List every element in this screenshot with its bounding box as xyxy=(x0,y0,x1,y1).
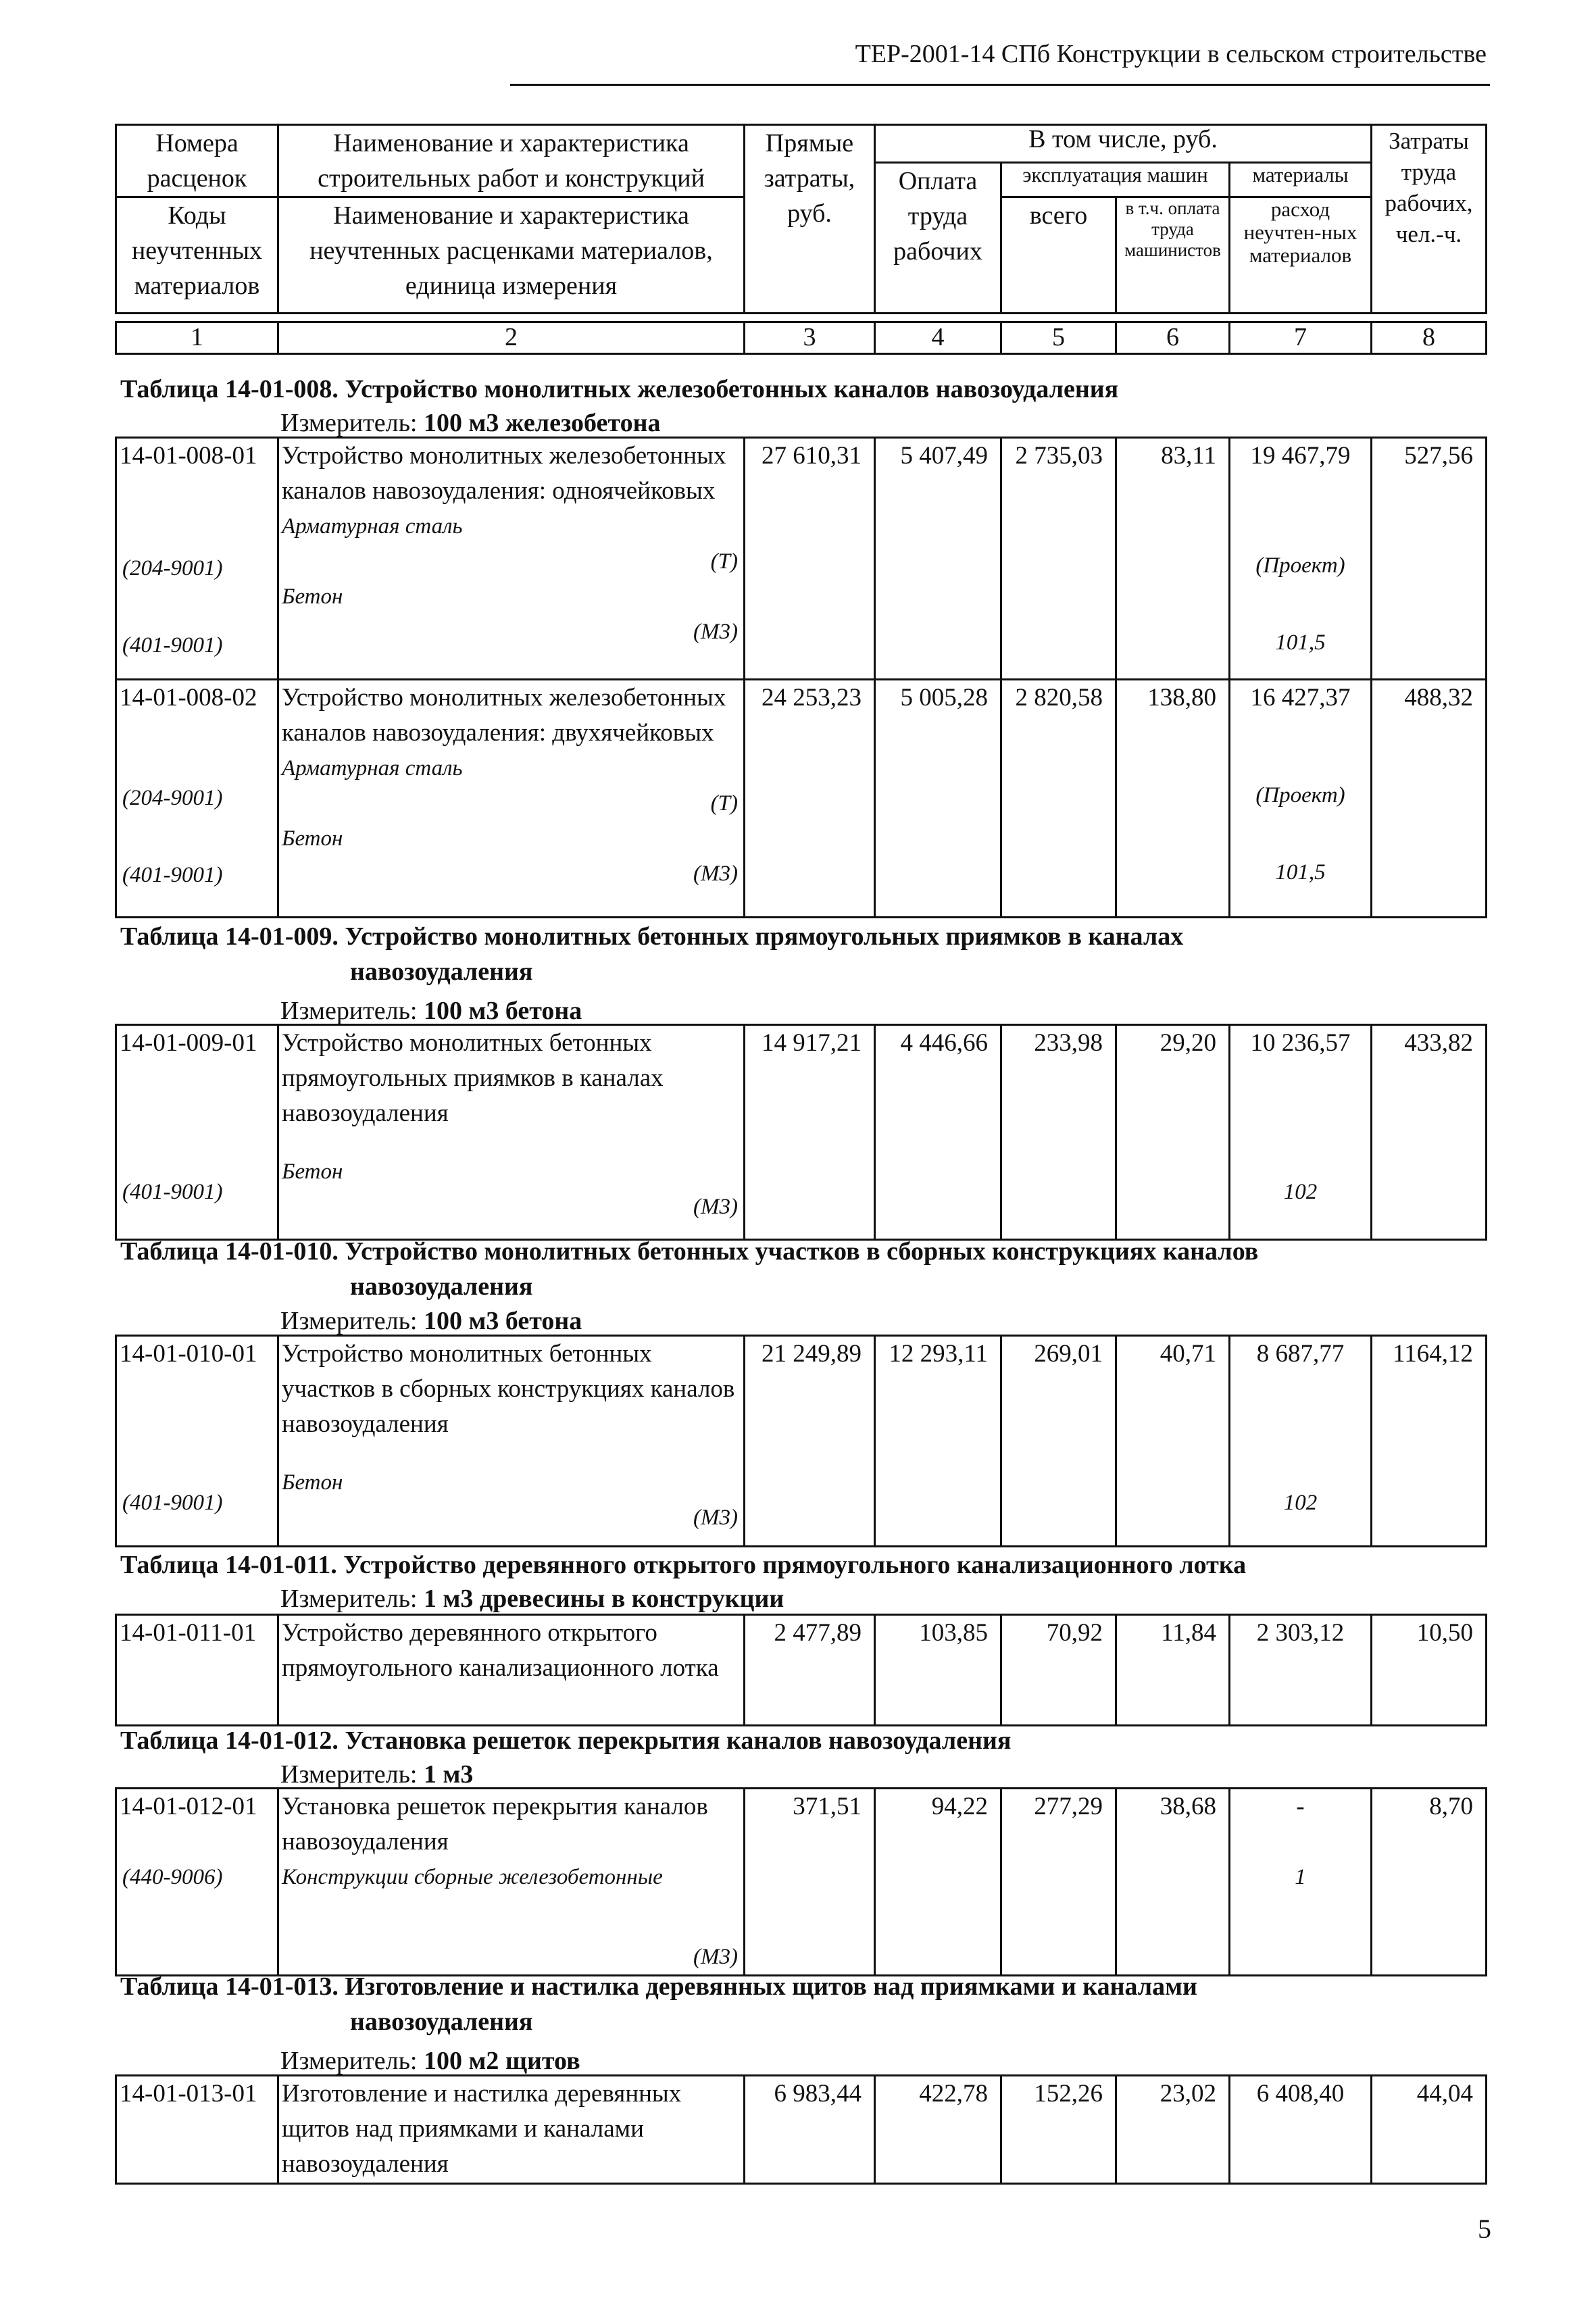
rate-description-cell xyxy=(278,1336,745,1547)
rate-description: Устройство монолитных железобетонных каналов навозоудаления: одноячейковых xyxy=(282,442,726,505)
labor-hours: 10,50 xyxy=(1372,1615,1487,1726)
material-name: Бетон xyxy=(282,1470,343,1495)
meter-label: Измеритель: xyxy=(280,1307,418,1335)
table-title xyxy=(120,1969,1472,2039)
materials-cost: 19 467,79 xyxy=(1250,442,1351,470)
table-title-text: Таблица 14-01-008. Устройство монолитных железобетонных каналов навозоудаления xyxy=(120,375,1119,403)
rate-description: Устройство монолитных железобетонных каналов навозоудаления: двухячейковых xyxy=(282,684,726,747)
table-title xyxy=(120,1723,1472,1758)
material-code: (401-9001) xyxy=(122,1180,223,1204)
table-title-continuation: навозоудаления xyxy=(350,2008,533,2036)
rate-row xyxy=(116,2076,1487,2184)
material-unit: (Т) xyxy=(710,549,738,574)
header-operator-pay: в т.ч. оплата труда машинистов xyxy=(1116,197,1230,314)
table-meter xyxy=(280,407,660,439)
worker-pay: 5 407,49 xyxy=(875,438,1001,680)
column-number: 1 xyxy=(116,322,278,354)
rate-row xyxy=(116,1025,1487,1240)
machines-total: 269,01 xyxy=(1001,1336,1116,1547)
meter-label: Измеритель: xyxy=(280,1760,418,1789)
operator-pay: 138,80 xyxy=(1116,680,1230,918)
rate-table xyxy=(115,1614,1487,1726)
machines-total: 152,26 xyxy=(1001,2076,1116,2184)
header-worker-pay: Оплата труда рабочих xyxy=(875,163,1001,314)
materials-cost: 16 427,37 xyxy=(1250,684,1351,712)
meter-value: 100 м3 бетона xyxy=(424,997,582,1025)
rate-description: Устройство деревянного открытого прямоугольного канализационного лотка xyxy=(282,1619,719,1682)
header-including: В том числе, руб. xyxy=(875,125,1372,163)
materials-cost: 2 303,12 xyxy=(1230,1615,1372,1726)
rate-code-cell xyxy=(116,1336,278,1547)
meter-value: 100 м3 железобетона xyxy=(424,409,661,437)
table-meter xyxy=(280,1583,784,1614)
rate-table xyxy=(115,1787,1487,1976)
rate-row xyxy=(116,1789,1487,1976)
rate-code: 14-01-011-01 xyxy=(120,1619,257,1647)
labor-hours: 488,32 xyxy=(1372,680,1487,918)
rate-description-cell xyxy=(278,680,745,918)
machines-total: 277,29 xyxy=(1001,1789,1116,1976)
material-name: Бетон xyxy=(282,584,343,609)
rate-code-cell xyxy=(116,438,278,680)
header-work-name: Наименование и характеристика строительных работ и конструкций xyxy=(278,125,745,197)
rate-description: Устройство монолитных бетонных прямоугольных приямков в каналах навозоудаления xyxy=(282,1029,664,1127)
material-code: (401-9001) xyxy=(122,863,223,887)
material-unit: (М3) xyxy=(693,1505,738,1530)
direct-costs: 371,51 xyxy=(745,1789,875,1976)
worker-pay: 94,22 xyxy=(875,1789,1001,1976)
worker-pay: 12 293,11 xyxy=(875,1336,1001,1547)
material-name: Бетон xyxy=(282,826,343,851)
rate-table xyxy=(115,2074,1487,2185)
material-qty: 102 xyxy=(1283,1180,1318,1204)
table-title-text: Таблица 14-01-012. Установка решеток перекрытия каналов навозоудаления xyxy=(120,1726,1012,1755)
material-qty: 102 xyxy=(1283,1491,1318,1515)
rate-row xyxy=(116,1615,1487,1726)
rate-code: 14-01-008-02 xyxy=(120,684,257,712)
machines-total: 233,98 xyxy=(1001,1025,1116,1240)
operator-pay: 23,02 xyxy=(1116,2076,1230,2184)
column-number: 3 xyxy=(745,322,875,354)
header-materials: материалы xyxy=(1230,163,1372,197)
table-title-text: Таблица 14-01-010. Устройство монолитных бетонных участков в сборных конструкциях каналов xyxy=(120,1237,1259,1266)
header-direct-costs: Прямые затраты, руб. xyxy=(745,125,875,314)
rate-description-cell xyxy=(278,1615,745,1726)
operator-pay: 29,20 xyxy=(1116,1025,1230,1240)
header-labor-hours: Затраты труда рабочих, чел.-ч. xyxy=(1372,125,1487,314)
meter-value: 1 м3 xyxy=(424,1760,474,1789)
labor-hours: 527,56 xyxy=(1372,438,1487,680)
meter-value: 100 м3 бетона xyxy=(424,1307,582,1335)
rate-row xyxy=(116,1336,1487,1547)
rate-code: 14-01-012-01 xyxy=(120,1793,257,1820)
material-code: (204-9001) xyxy=(122,786,223,810)
rate-description: Установка решеток перекрытия каналов навозоудаления xyxy=(282,1793,708,1856)
rate-code: 14-01-010-01 xyxy=(120,1340,257,1368)
rate-description-cell xyxy=(278,1025,745,1240)
direct-costs: 21 249,89 xyxy=(745,1336,875,1547)
table-meter xyxy=(280,1305,582,1337)
table-title xyxy=(120,372,1472,407)
labor-hours: 433,82 xyxy=(1372,1025,1487,1240)
direct-costs: 27 610,31 xyxy=(745,438,875,680)
rate-code-cell xyxy=(116,1025,278,1240)
material-code: (440-9006) xyxy=(122,1865,223,1889)
meter-value: 1 м3 древесины в конструкции xyxy=(424,1585,784,1613)
table-title-continuation: навозоудаления xyxy=(350,957,533,986)
material-unit: (Т) xyxy=(710,791,738,816)
rate-table xyxy=(115,1024,1487,1241)
column-number: 8 xyxy=(1372,322,1487,354)
rate-description-cell xyxy=(278,1789,745,1976)
material-unit: (М3) xyxy=(693,1945,738,1969)
rate-code-cell xyxy=(116,1615,278,1726)
materials-cell xyxy=(1230,1025,1372,1240)
material-unit: (М3) xyxy=(693,862,738,886)
page-number: 5 xyxy=(1478,2214,1491,2244)
direct-costs: 6 983,44 xyxy=(745,2076,875,2184)
meter-label: Измеритель: xyxy=(280,1585,418,1613)
operator-pay: 11,84 xyxy=(1116,1615,1230,1726)
table-title-text: Таблица 14-01-009. Устройство монолитных бетонных прямоугольных приямков в каналах xyxy=(120,922,1184,951)
materials-cost: 10 236,57 xyxy=(1250,1029,1351,1057)
table-title-continuation: навозоудаления xyxy=(350,1272,533,1301)
rate-description-cell xyxy=(278,2076,745,2184)
meter-value: 100 м2 щитов xyxy=(424,2047,580,2075)
material-code: (401-9001) xyxy=(122,633,223,657)
material-name: Конструкции сборные железобетонные xyxy=(282,1865,663,1889)
machines-total: 70,92 xyxy=(1001,1615,1116,1726)
column-number: 6 xyxy=(1116,322,1230,354)
column-number-row xyxy=(115,321,1487,355)
labor-hours: 1164,12 xyxy=(1372,1336,1487,1547)
header-unpriced-consumption: расход неучтен-ных материалов xyxy=(1230,197,1372,314)
header-unpriced-material-codes: Коды неучтенных материалов xyxy=(116,197,278,314)
material-qty: 1 xyxy=(1295,1865,1306,1889)
rate-code: 14-01-008-01 xyxy=(120,442,257,470)
material-qty: (Проект) xyxy=(1255,553,1345,578)
meter-label: Измеритель: xyxy=(280,997,418,1025)
column-number: 2 xyxy=(278,322,745,354)
materials-cell xyxy=(1230,1789,1372,1976)
column-number: 7 xyxy=(1230,322,1372,354)
column-header-table xyxy=(115,124,1487,314)
materials-cell xyxy=(1230,680,1372,918)
rate-code: 14-01-013-01 xyxy=(120,2080,257,2108)
rate-row xyxy=(116,680,1487,918)
rate-table xyxy=(115,1335,1487,1547)
worker-pay: 422,78 xyxy=(875,2076,1001,2184)
materials-cost: - xyxy=(1296,1793,1305,1820)
material-code: (401-9001) xyxy=(122,1491,223,1515)
machines-total: 2 820,58 xyxy=(1001,680,1116,918)
material-qty: 101,5 xyxy=(1275,860,1326,885)
table-title xyxy=(120,919,1472,989)
materials-cost: 8 687,77 xyxy=(1256,1340,1345,1368)
materials-cell xyxy=(1230,438,1372,680)
labor-hours: 8,70 xyxy=(1372,1789,1487,1976)
materials-cell xyxy=(1230,1336,1372,1547)
worker-pay: 4 446,66 xyxy=(875,1025,1001,1240)
material-name: Арматурная сталь xyxy=(282,514,463,539)
table-meter xyxy=(280,995,582,1026)
rate-description: Изготовление и настилка деревянных щитов над приямками и каналами навозоудаления xyxy=(282,2080,682,2178)
direct-costs: 14 917,21 xyxy=(745,1025,875,1240)
header-machines-total: всего xyxy=(1001,197,1116,314)
material-unit: (М3) xyxy=(693,620,738,644)
running-head-rule xyxy=(510,84,1490,86)
material-qty: 101,5 xyxy=(1275,630,1326,655)
table-meter xyxy=(280,1759,473,1790)
table-title xyxy=(120,1234,1472,1304)
column-number: 5 xyxy=(1001,322,1116,354)
rate-code-cell xyxy=(116,2076,278,2184)
labor-hours: 44,04 xyxy=(1372,2076,1487,2184)
header-rate-numbers: Номера расценок xyxy=(116,125,278,197)
table-meter xyxy=(280,2045,580,2076)
rate-description-cell xyxy=(278,438,745,680)
column-number: 4 xyxy=(875,322,1001,354)
rate-code-cell xyxy=(116,1789,278,1976)
meter-label: Измеритель: xyxy=(280,2047,418,2075)
material-code: (204-9001) xyxy=(122,556,223,580)
rate-table xyxy=(115,437,1487,918)
operator-pay: 38,68 xyxy=(1116,1789,1230,1976)
table-title xyxy=(120,1547,1472,1583)
direct-costs: 24 253,23 xyxy=(745,680,875,918)
table-title-text: Таблица 14-01-013. Изготовление и настилка деревянных щитов над приямками и каналами xyxy=(120,1972,1197,2001)
meter-label: Измеритель: xyxy=(280,409,418,437)
rate-description: Устройство монолитных бетонных участков в сборных конструкциях каналов навозоудаления xyxy=(282,1340,735,1438)
header-machine-operation: эксплуатация машин xyxy=(1001,163,1230,197)
material-qty: (Проект) xyxy=(1255,783,1345,807)
rate-row xyxy=(116,438,1487,680)
material-name: Арматурная сталь xyxy=(282,756,463,780)
materials-cost: 6 408,40 xyxy=(1230,2076,1372,2184)
rate-code: 14-01-009-01 xyxy=(120,1029,257,1057)
direct-costs: 2 477,89 xyxy=(745,1615,875,1726)
header-unpriced-material-names: Наименование и характеристика неучтенных расценками материалов, единица измерения xyxy=(278,197,745,314)
table-title-text: Таблица 14-01-011. Устройство деревянного открытого прямоугольного канализационного лотка xyxy=(120,1551,1247,1579)
worker-pay: 103,85 xyxy=(875,1615,1001,1726)
rate-code-cell xyxy=(116,680,278,918)
worker-pay: 5 005,28 xyxy=(875,680,1001,918)
material-unit: (М3) xyxy=(693,1195,738,1219)
machines-total: 2 735,03 xyxy=(1001,438,1116,680)
operator-pay: 83,11 xyxy=(1116,438,1230,680)
material-name: Бетон xyxy=(282,1160,343,1184)
operator-pay: 40,71 xyxy=(1116,1336,1230,1547)
running-head: ТЕР-2001-14 СПб Конструкции в сельском строительстве xyxy=(855,40,1487,68)
